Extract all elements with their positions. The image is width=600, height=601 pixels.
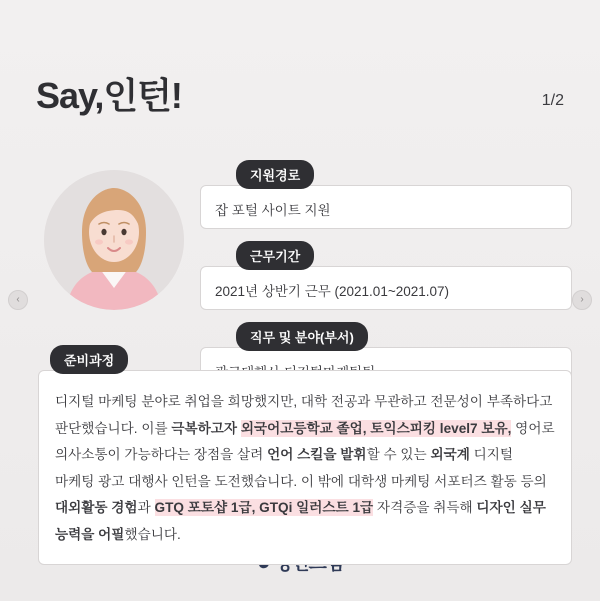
- field-value: 잡 포털 사이트 지원: [200, 185, 572, 229]
- field-label: 근무기간: [236, 241, 314, 270]
- preparation-text-segment: 했습니다.: [124, 526, 181, 542]
- preparation-text-segment: 대외활동 경험: [55, 500, 138, 515]
- preparation-text-segment: 할 수 있는: [366, 447, 431, 462]
- preparation-text-segment: 자격증을 취득해: [373, 500, 477, 515]
- field-row: [200, 241, 572, 310]
- preparation-text-segment: 디자인 실무 능력을 어필: [55, 500, 546, 542]
- page-indicator: 1/2: [541, 92, 564, 109]
- header: [36, 75, 564, 116]
- preparation-text-segment: 언어 스킬을 발휘: [267, 447, 367, 462]
- preparation-text-segment: 디지털 마케팅 분야로 취업을 희망했지만, 대학 전공과 무관하고 전문성이 부족하다고 판단했습니다. 이를: [55, 394, 553, 436]
- person-avatar-icon: [44, 170, 184, 310]
- prev-slide-button[interactable]: ‹: [8, 290, 28, 310]
- field-label: 지원경로: [236, 160, 314, 189]
- preparation-text-segment: 영어로 의사소통이 가능하다는 장점을 살려: [55, 420, 555, 462]
- preparation-text-segment: GTQ 포토샵 1급, GTQi 일러스트 1급: [154, 500, 374, 515]
- avatar: [44, 170, 184, 310]
- avatar-image: [44, 170, 184, 310]
- preparation-text: [38, 370, 572, 565]
- preparation-text-segment: 외국계: [430, 447, 470, 462]
- preparation-section: [38, 345, 572, 565]
- preparation-text-segment: 디지털 마케팅 광고 대행사 인턴을 도전했습니다. 이 밖에 대학생 마케팅 서포터즈 활동 등의: [55, 447, 547, 489]
- field-row: [200, 160, 572, 229]
- info-fields: [200, 160, 572, 403]
- field-value: 2021년 상반기 근무 (2021.01~2021.07): [200, 266, 572, 310]
- preparation-text-segment: 외국어고등학교 졸업, 토익스피킹 level7 보유,: [240, 420, 512, 436]
- preparation-text-segment: 극복하고자: [171, 420, 238, 436]
- next-slide-button[interactable]: ›: [572, 290, 592, 310]
- page-title: Say,인턴!: [36, 75, 182, 116]
- preparation-label: 준비과정: [50, 345, 128, 374]
- preparation-text-segment: 과: [137, 500, 155, 515]
- field-label: 직무 및 분야(부서): [236, 322, 368, 351]
